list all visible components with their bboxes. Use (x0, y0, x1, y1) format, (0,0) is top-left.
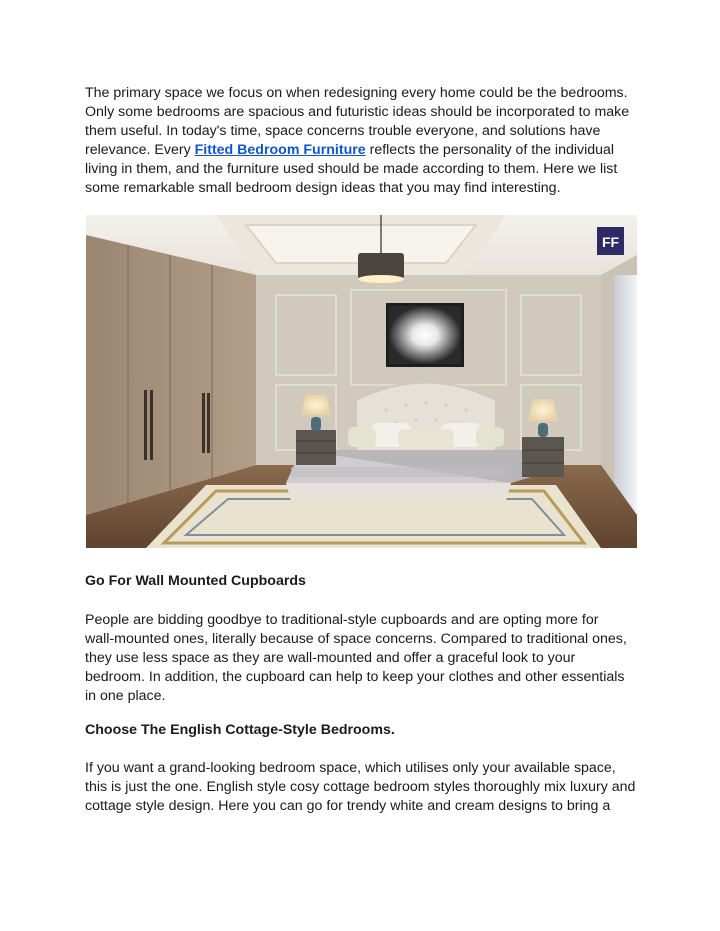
section2-line-2: this is just the one. English style cosy cottage bedroom styles thoroughly mix luxury and (85, 778, 636, 795)
section2-line-3: cottage style design. Here you can go for trendy white and cream designs to bring a (85, 797, 611, 814)
intro-line-4-after: reflects the personality of the individual (365, 141, 615, 158)
intro-line-2: Only some bedrooms are spacious and futuristic ideas should be incorporated to make (85, 103, 630, 120)
intro-line-1: The primary space we focus on when redesigning every home could be the bedrooms. (85, 85, 628, 101)
section2-paragraph (85, 759, 645, 816)
section2-heading: Choose The English Cottage-Style Bedrooms. (85, 722, 395, 738)
section1-line-1: People are bidding goodbye to traditional-style cupboards and are opting more for (85, 612, 599, 628)
section1-line-2: wall-mounted ones, literally because of space concerns. Compared to traditional ones, (85, 630, 627, 647)
section1-line-3: they use less space as they are wall-mounted and offer a graceful look to your (85, 649, 576, 666)
intro-line-4 (85, 141, 645, 160)
section1-line-5: in one place. (85, 687, 166, 704)
intro-paragraph (85, 84, 645, 197)
intro-line-4-before: relevance. Every (85, 141, 195, 158)
section1-paragraph (85, 611, 645, 706)
intro-line-3: them useful. In today's time, space concerns trouble everyone, and solutions have (85, 122, 601, 139)
section1-heading: Go For Wall Mounted Cupboards (85, 573, 306, 589)
intro-line-5: living in them, and the furniture used should be made according to them. Here we list (85, 160, 618, 177)
section1-line-4: bedroom. In addition, the cupboard can help to keep your clothes and other essentials (85, 668, 625, 685)
intro-line-6: some remarkable small bedroom design ideas that you may find interesting. (85, 179, 561, 196)
section2-line-1: If you want a grand-looking bedroom space, which utilises only your available space, (85, 760, 616, 776)
svg-text:FF: FF (601, 234, 620, 250)
bedroom-photo (86, 215, 637, 548)
fitted-bedroom-furniture-link[interactable]: Fitted Bedroom Furniture (194, 141, 366, 158)
